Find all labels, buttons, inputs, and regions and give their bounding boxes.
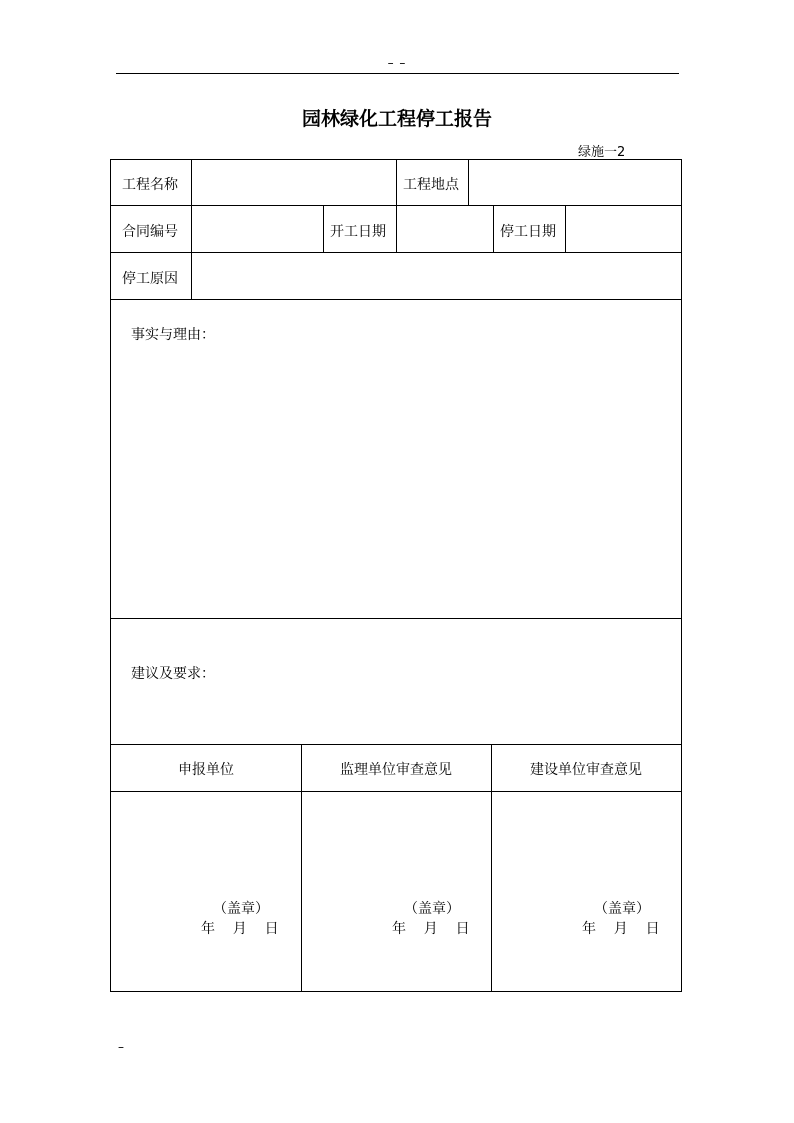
approval-field-applicant[interactable] (113, 794, 299, 894)
date-line-owner: 年 月 日 (582, 921, 660, 937)
header-mark: – – (387, 56, 407, 70)
seal-label-applicant: （盖章） (213, 901, 269, 917)
footer-mark: – (118, 1040, 124, 1054)
start-date-label: 开工日期 (330, 224, 386, 240)
stop-date-label: 停工日期 (500, 224, 556, 240)
facts-label: 事实与理由： (131, 327, 215, 343)
project-location-field[interactable] (476, 174, 671, 192)
col-divider-r2-c (493, 205, 494, 252)
project-name-label: 工程名称 (122, 177, 178, 193)
date-line-applicant: 年 月 日 (201, 921, 279, 937)
stop-reason-label: 停工原因 (122, 271, 178, 287)
contract-no-label: 合同编号 (122, 224, 178, 240)
suggestions-label: 建议及要求： (131, 666, 215, 682)
approval-field-owner[interactable] (493, 794, 679, 894)
form-code: 绿施一2 (578, 145, 626, 160)
approval-header-supervisor: 监理单位审查意见 (340, 762, 452, 778)
stop-date-field[interactable] (573, 221, 673, 239)
start-date-field[interactable] (403, 221, 488, 239)
col-divider-approval-2 (491, 744, 492, 991)
row-divider-4 (111, 618, 681, 619)
col-divider-approval-1 (301, 744, 302, 991)
page-title: 园林绿化工程停工报告 (301, 108, 492, 130)
approval-field-supervisor[interactable] (303, 794, 489, 894)
stop-reason-field[interactable] (201, 268, 671, 286)
facts-field[interactable] (113, 350, 679, 614)
col-divider-r1-mid (396, 160, 397, 205)
row-divider-2 (111, 252, 681, 253)
approval-header-applicant: 申报单位 (178, 762, 234, 778)
seal-label-owner: （盖章） (594, 901, 650, 917)
col-divider-r2-d (565, 205, 566, 252)
header-rule (116, 73, 679, 74)
col-divider-r2-a (323, 205, 324, 252)
col-divider-label (191, 160, 192, 299)
seal-label-supervisor: （盖章） (404, 901, 460, 917)
project-name-field[interactable] (201, 174, 386, 192)
contract-no-field[interactable] (201, 221, 316, 239)
suggestions-field[interactable] (113, 690, 679, 740)
row-divider-6 (111, 791, 681, 792)
project-location-label: 工程地点 (403, 177, 459, 193)
date-line-supervisor: 年 月 日 (392, 921, 470, 937)
col-divider-r1-label2 (468, 160, 469, 205)
row-divider-5 (111, 744, 681, 745)
col-divider-r2-b (396, 205, 397, 252)
row-divider-3 (111, 299, 681, 300)
stop-work-report-form (110, 159, 682, 992)
approval-header-owner: 建设单位审查意见 (530, 762, 642, 778)
